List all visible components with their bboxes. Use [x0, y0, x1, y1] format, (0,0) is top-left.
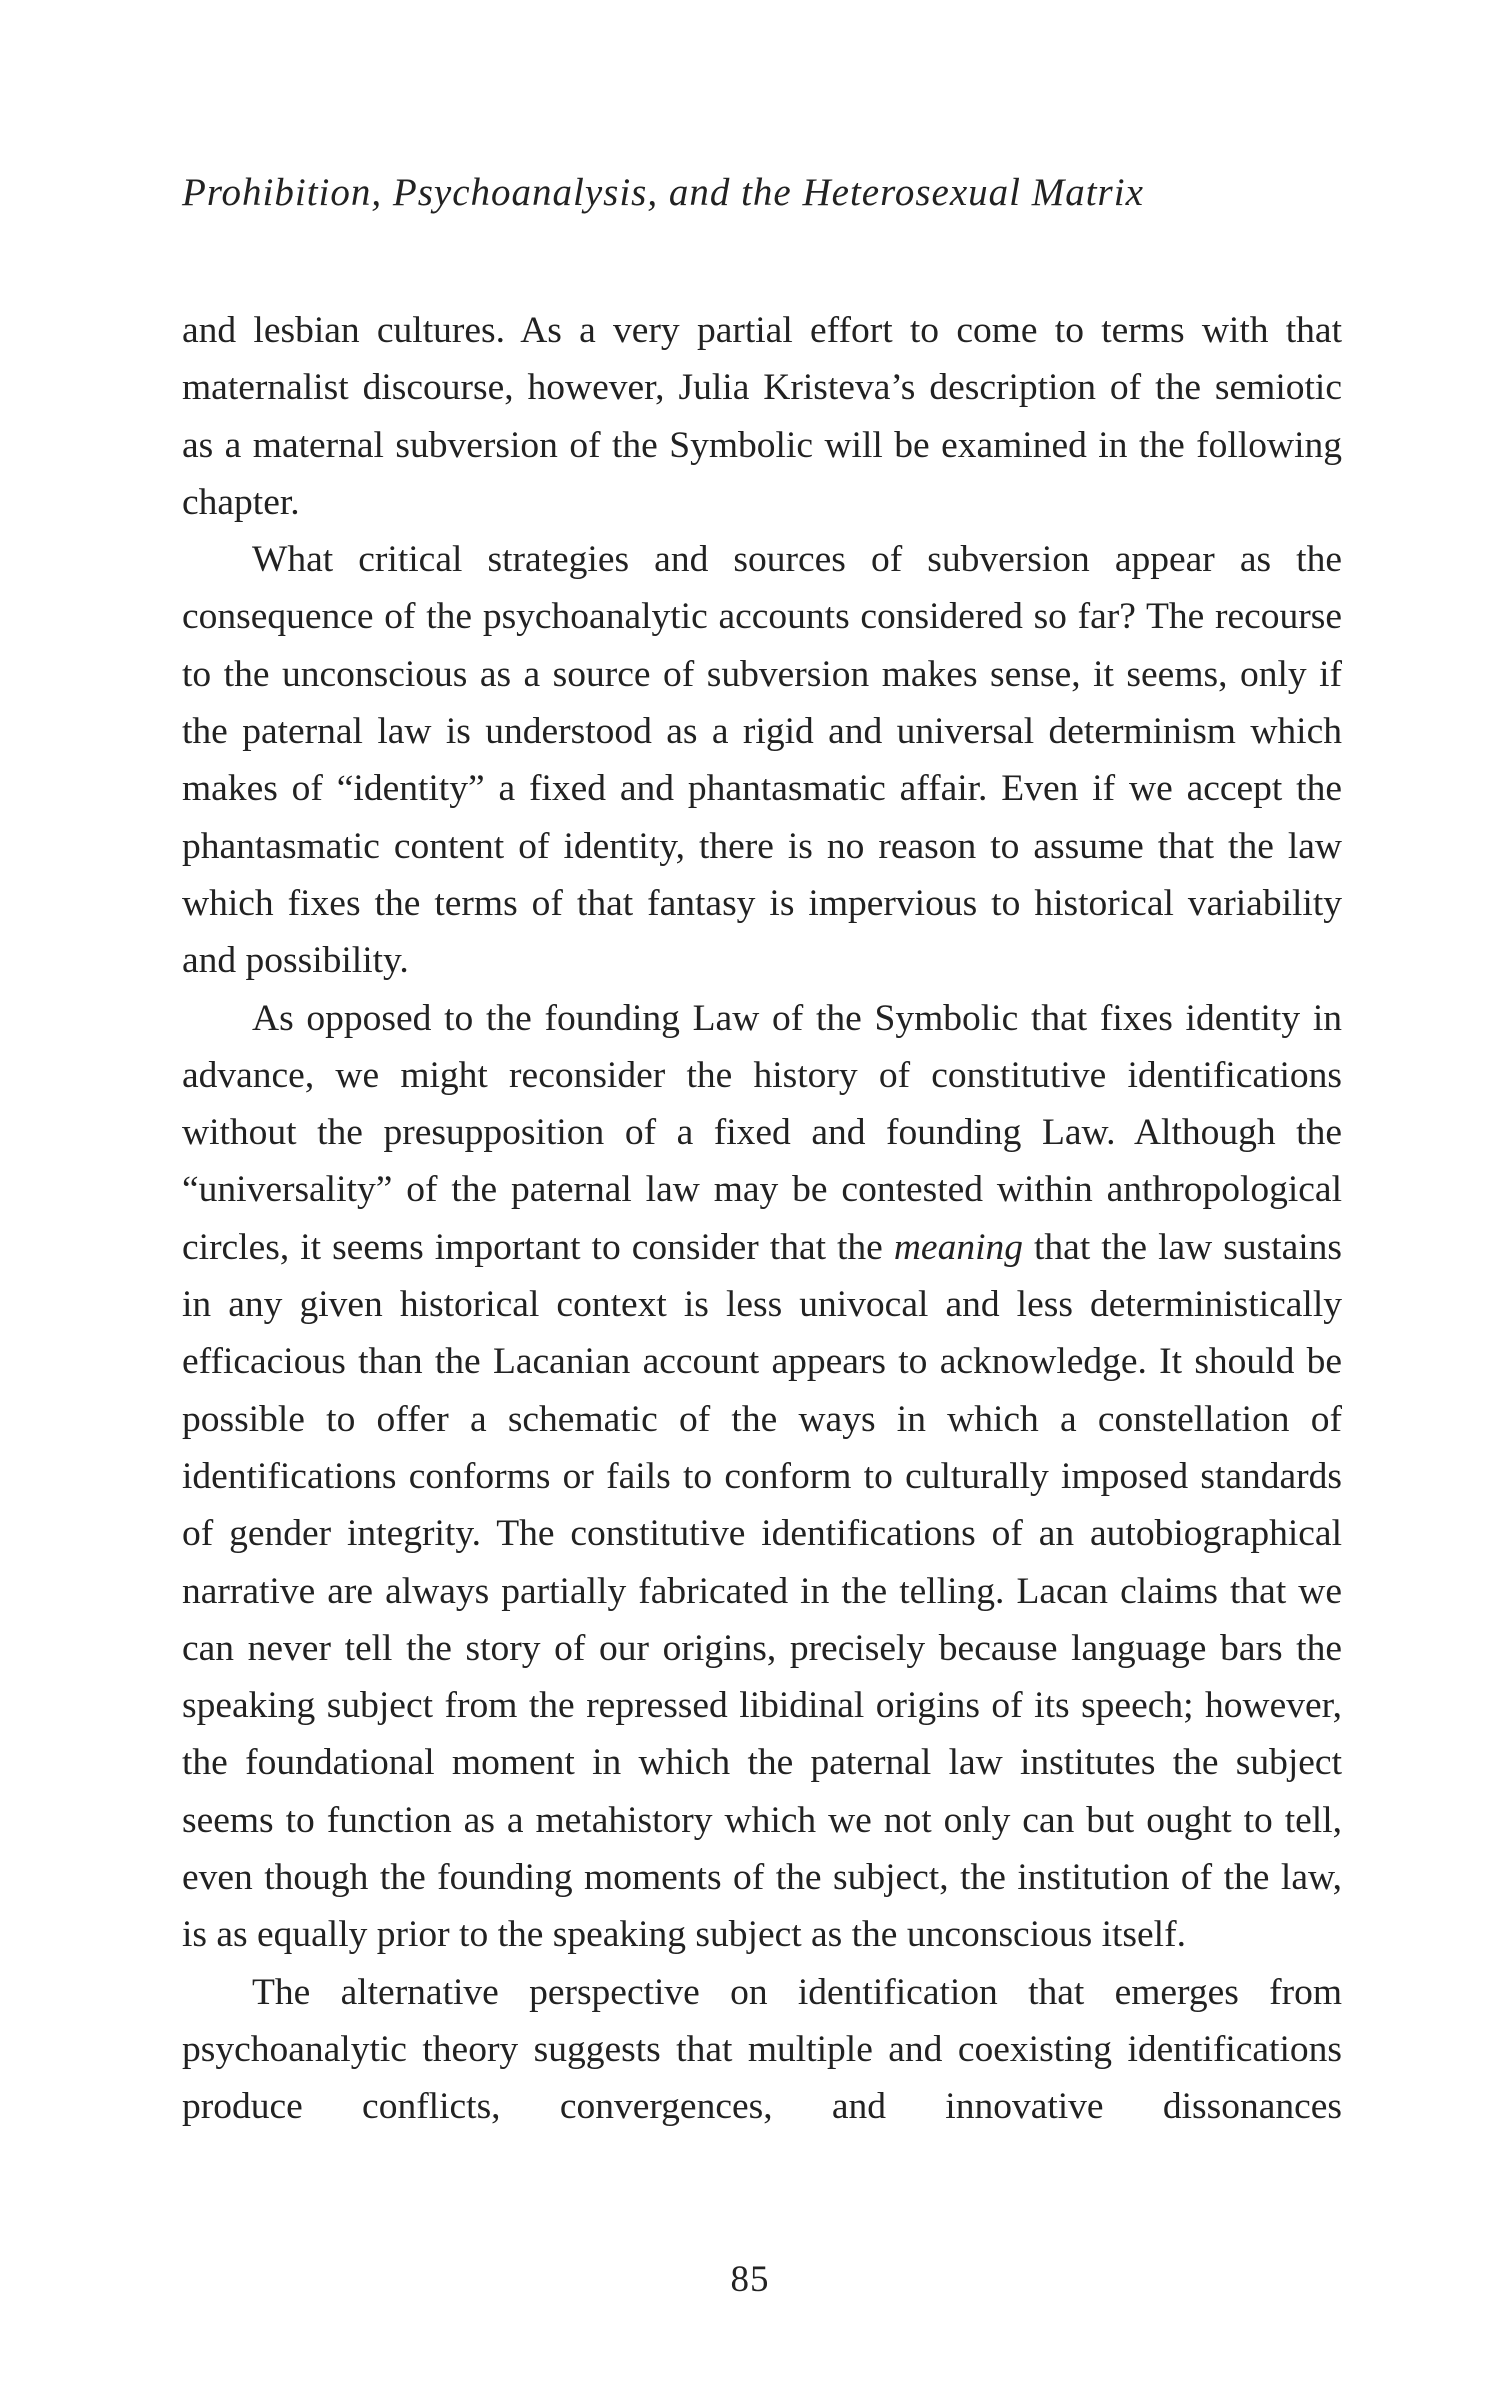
paragraph-3-emphasis: meaning: [893, 1226, 1023, 1268]
running-head: Prohibition, Psychoanalysis, and the Heterosexual Matrix: [182, 171, 1144, 214]
paragraph-2-text: What critical strategies and sources of subversion appear as the consequence of the psychoanalytic accounts considered so far? The recourse to the unconscious as a source of subversion makes sense, it seems, only if the paternal law is understood as a rigid and universal determinism which makes of “identity” a fixed and phantasmatic affair. Even if we accept the phantasmatic content of identity, there is no reason to assume that the law which fixes the terms of that fantasy is impervious to historical variability and possibility.: [182, 539, 1342, 982]
paragraph-1-text: and lesbian cultures. As a very partial effort to come to terms with that maternalist discourse, however, Julia Kristeva’s description of the semiotic as a maternal subversion of the Symbolic will be examined in the following chapter.: [182, 310, 1342, 523]
paragraph-3-text-before: As opposed to the founding Law of the Symbolic that fixes identity in advance, we might reconsider the history of constitutive identifications without the presupposition of a fixed and founding Law. Although the “universality” of the paternal law may be contested within anthropological circles, it seems important to consider that the: [182, 997, 1342, 1268]
paragraph-3: [182, 990, 1342, 1964]
paragraph-4: [182, 1964, 1342, 2136]
paragraph-1: [182, 302, 1342, 531]
paragraph-4-text: The alternative perspective on identification that emerges from psychoanalytic theory suggests that multiple and coexisting identifications produce conflicts, convergences, and innovative dissonances: [182, 1971, 1342, 2128]
body-text: [182, 302, 1342, 2136]
paragraph-3-text-after: that the law sustains in any given historical context is less univocal and less deterministically efficacious than the Lacanian account appears to acknowledge. It should be possible to offer a schematic of the ways in which a constellation of identifications conforms or fails to conform to culturally imposed standards of gender integrity. The constitutive identifications of an autobiographical narrative are always partially fabricated in the telling. Lacan claims that we can never tell the story of our origins, precisely because language bars the speaking subject from the repressed libidinal origins of its speech; however, the foundational moment in which the paternal law institutes the subject seems to function as a metahistory which we not only can but ought to tell, even though the founding moments of the subject, the institution of the law, is as equally prior to the speaking subject as the unconscious itself.: [182, 1226, 1342, 1956]
paragraph-2: [182, 531, 1342, 989]
page-number: 85: [730, 2259, 770, 2300]
